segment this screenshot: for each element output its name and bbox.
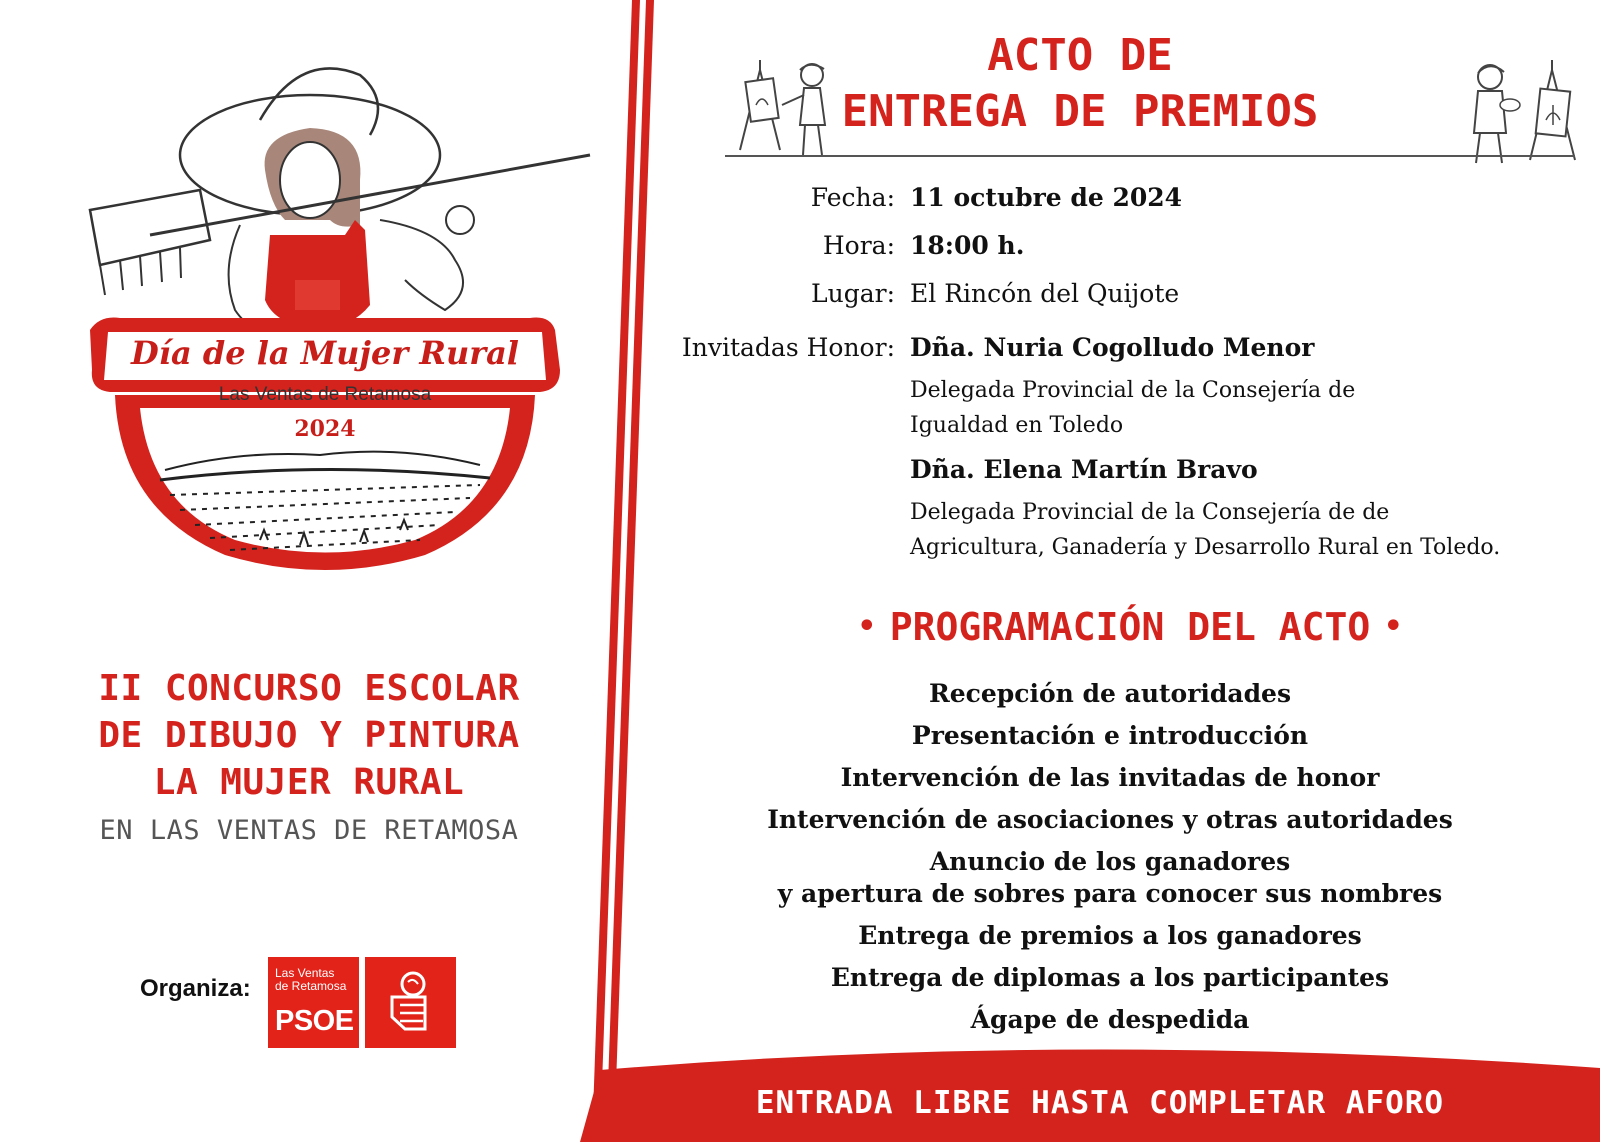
program-item: Recepción de autoridades [928, 679, 1292, 708]
program-title [660, 605, 1600, 649]
contest-line-1: II CONCURSO ESCOLAR [98, 668, 520, 709]
fist-rose-icon [365, 957, 456, 1048]
program-item: Intervención de asociaciones y otras autoridades [767, 805, 1453, 834]
guest1-description-line2: Igualdad en Toledo [910, 413, 1124, 438]
program-item: Ágape de despedida [970, 1005, 1250, 1034]
lugar-value: El Rincón del Quijote [910, 279, 1180, 308]
event-title-line2: ENTREGA DE PREMIOS [841, 86, 1319, 137]
event-title-line1: ACTO DE [987, 30, 1173, 81]
contest-line-3: LA MUJER RURAL [153, 762, 465, 803]
program-list [660, 673, 1560, 1041]
fecha-label: Fecha: [810, 183, 895, 212]
mujer-rural-logo [60, 40, 620, 600]
psoe-location [275, 967, 346, 993]
logo-year: 2024 [294, 416, 356, 442]
invitadas-label: Invitadas Honor: [681, 333, 895, 362]
fecha-value: 11 octubre de 2024 [910, 183, 1183, 212]
hora-label: Hora: [822, 231, 895, 260]
contest-title [0, 665, 618, 806]
lugar-label: Lugar: [811, 279, 895, 308]
program-item: Presentación e introducción [911, 721, 1309, 750]
bullet-dot-left: • [857, 609, 876, 644]
contest-subtitle: EN LAS VENTAS DE RETAMOSA [99, 815, 519, 846]
guest2-name: Dña. Elena Martín Bravo [910, 455, 1258, 484]
logo-title: Día de la Mujer Rural [131, 334, 519, 372]
program-item: Entrega de premios a los ganadores [858, 921, 1362, 950]
psoe-logo [268, 957, 359, 1048]
guest2-description-line1: Delegada Provincial de la Consejería de de [910, 500, 1390, 525]
hora-value: 18:00 h. [910, 231, 1025, 260]
program-item-line1: Anuncio de los ganadores [929, 847, 1291, 876]
title-underline [725, 155, 1575, 157]
program-item-line2: y apertura de sobres para conocer sus nombres [777, 879, 1443, 908]
guest1-name: Dña. Nuria Cogolludo Menor [910, 333, 1315, 362]
bullet-dot-right: • [1384, 609, 1403, 644]
program-item [660, 841, 1560, 915]
contest-line-2: DE DIBUJO Y PINTURA [98, 715, 520, 756]
psoe-name: PSOE [275, 1005, 354, 1037]
guest2-description-line2: Agricultura, Ganadería y Desarrollo Rural en Toledo. [910, 535, 1501, 560]
psoe-location-line1: Las Ventas [275, 966, 335, 980]
red-divider [582, 0, 662, 1142]
guest1-description [910, 373, 1355, 443]
program-title-text: PROGRAMACIÓN DEL ACTO [889, 605, 1371, 649]
footer-text: ENTRADA LIBRE HASTA COMPLETAR AFORO [755, 1085, 1445, 1121]
organizer-label: Organiza: [140, 975, 251, 1002]
guest1-description-line1: Delegada Provincial de la Consejería de [910, 378, 1356, 403]
program-item: Entrega de diplomas a los participantes [830, 963, 1390, 992]
guest2-description [910, 495, 1500, 565]
psoe-location-line2: de Retamosa [275, 979, 347, 993]
event-title [680, 28, 1480, 140]
program-item: Intervención de las invitadas de honor [840, 763, 1380, 792]
logo-subtitle: Las Ventas de Retamosa [218, 384, 432, 405]
